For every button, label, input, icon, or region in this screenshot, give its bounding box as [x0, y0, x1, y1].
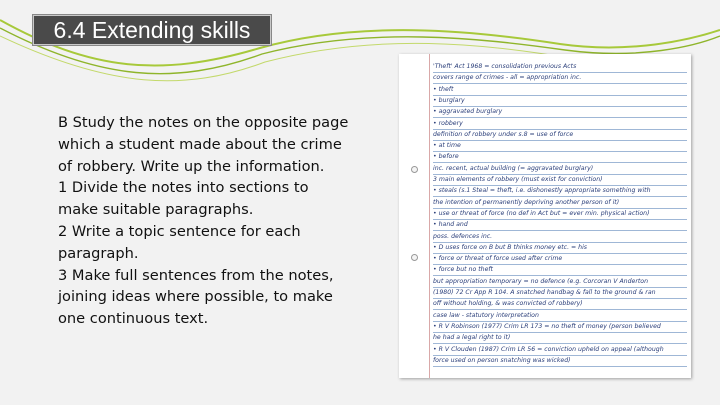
notebook-line: case law - statutory interpretation	[433, 311, 687, 322]
instruction-line: of robbery. Write up the information.	[58, 157, 325, 175]
notebook-line: inc. recent, actual building (= aggravated burglary)	[433, 164, 687, 175]
notebook-line: • force but no theft	[433, 265, 687, 276]
instruction-line: joining ideas where possible, to make	[58, 288, 333, 306]
notebook-line: covers range of crimes - all = appropriation inc.	[433, 73, 687, 84]
notebook-line: • steals (s.1 Steal = theft, i.e. dishonestly appropriate something with	[433, 186, 687, 197]
notebook-line: poss. defences inc.	[433, 232, 687, 243]
instruction-line: which a student made about the crime	[58, 135, 342, 153]
instruction-line: 3 Make full sentences from the notes,	[58, 266, 334, 284]
notebook-line: • D uses force on B but B thinks money etc. = his	[433, 243, 687, 254]
notebook-line: he had a legal right to it)	[433, 333, 687, 344]
notebook-line: 3 main elements of robbery (must exist for conviction)	[433, 175, 687, 186]
notebook-line: 'Theft' Act 1968 = consolidation previous Acts	[433, 62, 687, 73]
notebook-line: • robbery	[433, 119, 687, 130]
notebook-line: • force or threat of force used after crime	[433, 254, 687, 265]
instruction-line: 2 Write a topic sentence for each	[58, 222, 301, 240]
notebook-line: • R V Robinson (1977) Crim LR 173 = no theft of money (person believed	[433, 322, 687, 333]
instruction-line: make suitable paragraphs.	[58, 201, 254, 219]
notebook-line: the intention of permanently depriving another person of it)	[433, 198, 687, 209]
notebook-line: • aggravated burglary	[433, 107, 687, 118]
notebook-line: • use or threat of force (no def in Act but = ever min. physical action)	[433, 209, 687, 220]
instruction-line: one continuous text.	[58, 310, 209, 328]
notebook-line: • before	[433, 152, 687, 163]
instructions-text	[58, 112, 358, 330]
notebook-line: • R V Clouden (1987) Crim LR 56 = conviction upheld on appeal (although	[433, 345, 687, 356]
instruction-line: paragraph.	[58, 244, 139, 262]
notebook-line: • at time	[433, 141, 687, 152]
notebook-margin-line	[429, 54, 430, 378]
notebook-line: off without holding, & was convicted of robbery)	[433, 299, 687, 310]
notebook-line: but appropriation temporary = no defence (e.g. Corcoran V Anderton	[433, 277, 687, 288]
notebook-line: • theft	[433, 85, 687, 96]
notebook-page-image	[399, 54, 691, 378]
notebook-line: force used on person snatching was wicked)	[433, 356, 687, 367]
slide-title: 6.4 Extending skills	[53, 17, 251, 43]
punch-hole	[411, 166, 418, 173]
slide-title-box	[32, 14, 272, 46]
notebook-line: (1980) 72 Cr App R 104. A snatched handbag & fall to the ground & ran	[433, 288, 687, 299]
instruction-line: B Study the notes on the opposite page	[58, 114, 349, 131]
notebook-line: • burglary	[433, 96, 687, 107]
punch-hole	[411, 254, 418, 261]
notebook-line: • hand and	[433, 220, 687, 231]
notebook-line: definition of robbery under s.8 = use of force	[433, 130, 687, 141]
instruction-line: 1 Divide the notes into sections to	[58, 179, 309, 197]
